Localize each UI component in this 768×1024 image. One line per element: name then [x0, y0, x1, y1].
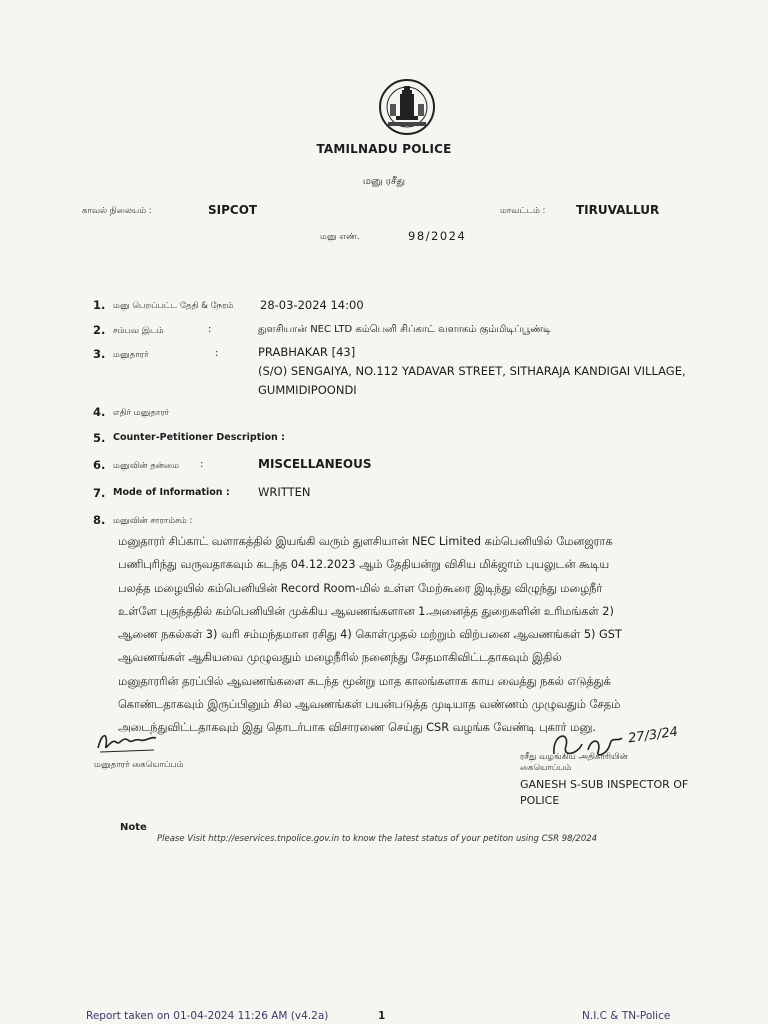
item-number: 7.: [93, 486, 106, 500]
district-value: TIRUVALLUR: [576, 203, 660, 217]
handwritten-date: 27/3/24: [627, 724, 679, 747]
footer-credit: N.I.C & TN-Police: [582, 1010, 671, 1022]
note-label: Note: [120, 822, 147, 833]
officer-name: [520, 777, 720, 809]
petitioner-town: GUMMIDIPOONDI: [258, 383, 357, 397]
item-number: 1.: [93, 298, 106, 312]
item-number: 3.: [93, 347, 106, 361]
item-label: சம்பவ இடம்: [113, 326, 164, 336]
incident-place-value: துளசியான் NEC LTD கம்பெனி சிப்காட் வளாகம் கும்மிடிப்பூண்டி: [258, 324, 551, 335]
item-label: Mode of Information :: [113, 487, 230, 498]
colon: :: [200, 459, 204, 470]
colon: :: [208, 324, 212, 335]
item-label: Counter-Petitioner Description :: [113, 432, 285, 443]
item-number: 2.: [93, 323, 106, 337]
petitioner-address: (S/O) SENGAIYA, NO.112 YADAVAR STREET, SITHARAJA KANDIGAI VILLAGE,: [258, 364, 686, 378]
summary-line: கொண்டதாகவும் இருப்பினும் சில ஆவணங்கள் பயன்படுத்த முடியாத வண்ணம் முழுவதும் சேதம்: [118, 698, 621, 712]
org-name: TAMILNADU POLICE: [316, 142, 452, 156]
petition-summary: [118, 530, 698, 740]
district-label: மாவட்டம் :: [500, 206, 546, 216]
petitioner-name: PRABHAKAR [43]: [258, 345, 356, 359]
petition-no-label: மனு எண்.: [320, 232, 360, 242]
officer-name-line-2: POLICE: [520, 794, 560, 807]
page-number: 1: [378, 1010, 386, 1022]
item-number: 5.: [93, 431, 106, 445]
item-number: 4.: [93, 405, 106, 419]
item-label: மனுவின் சாராம்சம் :: [113, 516, 193, 526]
station-label: காவல் நிலையம் :: [82, 206, 152, 216]
mode-of-information-value: WRITTEN: [258, 485, 311, 499]
summary-line: மனுதாரர் சிப்காட் வளாகத்தில் இயங்கி வரும் துளசியான் NEC Limited கம்பெனியில் மேனஜராக: [118, 535, 613, 548]
summary-line: ஆவணங்கள் ஆகியவை முழுவதும் மழைநீரில் நனைந்து சேதமாகிவிட்டதாகவும் இதில்: [118, 651, 562, 665]
document-title: மனு ரசீது: [362, 176, 406, 187]
item-label: மனுதாரர்: [113, 350, 149, 360]
station-value: SIPCOT: [208, 203, 258, 217]
petitioner-signature-icon: [94, 728, 164, 756]
tamilnadu-emblem-icon: [378, 78, 436, 136]
item-number: 8.: [93, 513, 106, 527]
summary-line: உள்ளே புகுந்ததில் கம்பெனியின் முக்கிய ஆவணங்களான 1.அனைத்த துறைகளின் உரிமங்கள் 2): [118, 604, 614, 618]
summary-line: பலத்த மழையில் கம்பெனியின் Record Room-மில் உள்ள மேற்கூரை இடிந்து விழுந்து மழைநீர்: [118, 581, 603, 595]
petition-no-value: 98/2024: [408, 229, 467, 243]
summary-line: அடைந்துவிட்டதாகவும் இது தொடர்பாக விசாரணை செய்து CSR வழங்க வேண்டி புகார் மனு.: [118, 721, 596, 735]
summary-line: ஆணை நகல்கள் 3) வரி சம்மந்தமான ரசிது 4) கொள்முதல் மற்றும் விற்பனை ஆவணங்கள் 5) GST: [118, 628, 622, 642]
officer-signature-label-2: கையொப்பம்: [520, 763, 572, 773]
officer-name-line-1: GANESH S-SUB INSPECTOR OF: [520, 778, 689, 791]
received-date-value: 28-03-2024 14:00: [260, 298, 364, 312]
report-timestamp: Report taken on 01-04-2024 11:26 AM (v4.2a): [86, 1010, 329, 1022]
colon: :: [215, 348, 219, 359]
petition-type-value: MISCELLANEOUS: [258, 457, 372, 471]
item-number: 6.: [93, 458, 106, 472]
summary-line: பணிபுரிந்து வருவதாகவும் கடந்த 04.12.2023 ஆம் தேதியன்று விசிய மிக்ஜாம் புயலுடன் கூடிய: [118, 558, 610, 572]
note-text: Please Visit http://eservices.tnpolice.gov.in to know the latest status of your petiton using CSR 98/2024: [157, 834, 598, 844]
petitioner-signature-label: மனுதாரர் கையொப்பம்: [94, 760, 184, 770]
item-label: மனு பெறப்பட்ட தேதி & நேரம்: [113, 301, 234, 311]
item-label: எதிர் மனுதாரர்: [113, 408, 170, 418]
item-label: மனுவின் தன்மை: [113, 461, 179, 471]
summary-line: மனுதாரரின் தரப்பில் ஆவணங்களை கடந்த மூன்று மாத காலங்களாக காய வைத்து நகல் எடுத்துக்: [118, 674, 611, 688]
officer-signature-label-1: ரசீது வழங்கிய அதிகாரியின்: [520, 752, 628, 762]
